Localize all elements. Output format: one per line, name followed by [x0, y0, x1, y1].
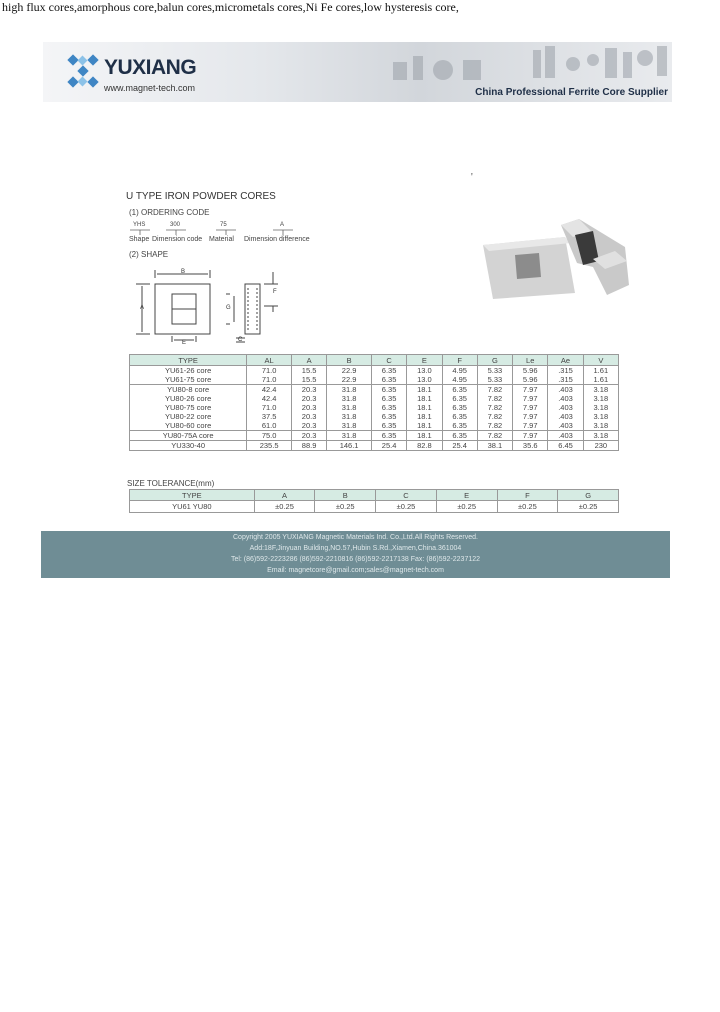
value-cell: ±0.25	[497, 501, 558, 513]
table-row	[130, 412, 619, 421]
value-cell: 25.4	[371, 441, 406, 451]
value-cell: 6.35	[442, 421, 477, 431]
value-cell: 7.82	[477, 421, 512, 431]
value-cell: 7.82	[477, 412, 512, 421]
value-cell: 3.18	[583, 421, 618, 431]
footer-copyright: Copyright 2005 YUXIANG Magnetic Materials Ind. Co.,Ltd.All Rights Reserved.	[233, 534, 478, 541]
value-cell: ±0.25	[315, 501, 376, 513]
value-cell: 20.3	[291, 403, 326, 412]
value-cell: 35.6	[513, 441, 548, 451]
type-cell: YU61 YU80	[130, 501, 255, 513]
value-cell: 6.35	[371, 431, 406, 441]
footer-email[interactable]: Email: magnetcore@gmail.com;sales@magnet-tech.com	[267, 567, 444, 574]
value-cell: 20.3	[291, 385, 326, 395]
value-cell: .403	[548, 412, 583, 421]
ordering-label-material: Material	[209, 236, 234, 243]
value-cell: 71.0	[247, 366, 292, 376]
value-cell: ±0.25	[376, 501, 437, 513]
value-cell: 71.0	[247, 403, 292, 412]
value-cell: 5.96	[513, 375, 548, 385]
column-header: B	[315, 490, 376, 501]
type-cell: YU61-75 core	[130, 375, 247, 385]
type-cell: YU80-22 core	[130, 412, 247, 421]
value-cell: 7.82	[477, 394, 512, 403]
type-cell: YU80-60 core	[130, 421, 247, 431]
column-header: F	[442, 355, 477, 366]
value-cell: 18.1	[407, 431, 442, 441]
dimension-label-c: C	[238, 337, 243, 343]
column-header: F	[497, 490, 558, 501]
type-cell: YU80-26 core	[130, 394, 247, 403]
value-cell: 7.97	[513, 385, 548, 395]
ferrite-products-photo-icon	[383, 42, 672, 86]
table-row	[130, 441, 619, 451]
dimension-label-f: F	[273, 289, 277, 295]
section-title: U TYPE IRON POWDER CORES	[126, 191, 276, 202]
value-cell: 18.1	[407, 394, 442, 403]
ordering-code-shape: YHS	[133, 222, 146, 228]
column-header: A	[291, 355, 326, 366]
value-cell: 7.97	[513, 394, 548, 403]
value-cell: 1.61	[583, 375, 618, 385]
footer-phone: Tel: (86)592-2223286 (86)592-2210816 (86)592-2217138 Fax: (86)592-2237122	[230, 556, 481, 563]
header-banner	[43, 42, 672, 102]
column-header: G	[558, 490, 619, 501]
value-cell: .403	[548, 431, 583, 441]
value-cell: 31.8	[327, 412, 372, 421]
value-cell: 5.33	[477, 375, 512, 385]
value-cell: 20.3	[291, 421, 326, 431]
dimension-label-b: B	[181, 269, 186, 275]
table-row	[130, 375, 619, 385]
table-row	[130, 366, 619, 376]
tolerance-heading: SIZE TOLERANCE(mm)	[127, 479, 215, 488]
ordering-label-shape: Shape	[129, 236, 150, 243]
type-cell: YU80-75A core	[130, 431, 247, 441]
value-cell: 6.35	[442, 412, 477, 421]
column-header: Le	[513, 355, 548, 366]
value-cell: .403	[548, 394, 583, 403]
value-cell: 6.35	[442, 403, 477, 412]
column-header: G	[477, 355, 512, 366]
column-header: TYPE	[130, 355, 247, 366]
value-cell: ±0.25	[558, 501, 619, 513]
value-cell: 6.35	[371, 412, 406, 421]
value-cell: 18.1	[407, 403, 442, 412]
stray-mark: '	[471, 172, 473, 183]
value-cell: 42.4	[247, 394, 292, 403]
type-cell: YU80-8 core	[130, 385, 247, 395]
value-cell: 82.8	[407, 441, 442, 451]
value-cell: 13.0	[407, 375, 442, 385]
value-cell: 7.97	[513, 403, 548, 412]
dimension-label-a: A	[140, 305, 145, 311]
column-header: E	[407, 355, 442, 366]
value-cell: 13.0	[407, 366, 442, 376]
value-cell: 5.96	[513, 366, 548, 376]
ordering-code-difference: A	[280, 222, 285, 228]
value-cell: 31.8	[327, 385, 372, 395]
ordering-code-dimension: 300	[170, 222, 181, 228]
value-cell: .315	[548, 366, 583, 376]
value-cell: .403	[548, 421, 583, 431]
column-header: C	[371, 355, 406, 366]
top-keywords-line: high flux cores,amorphous core,balun cores,micrometals cores,Ni Fe cores,low hysteresis core,	[2, 0, 459, 14]
value-cell: 31.8	[327, 431, 372, 441]
value-cell: .403	[548, 403, 583, 412]
value-cell: 5.33	[477, 366, 512, 376]
value-cell: 6.35	[371, 375, 406, 385]
value-cell: 4.95	[442, 375, 477, 385]
value-cell: 15.5	[291, 375, 326, 385]
value-cell: 6.35	[442, 394, 477, 403]
value-cell: 6.35	[442, 431, 477, 441]
value-cell: 88.9	[291, 441, 326, 451]
value-cell: 7.82	[477, 385, 512, 395]
value-cell: 7.97	[513, 412, 548, 421]
column-header: E	[436, 490, 497, 501]
table-row	[130, 431, 619, 441]
footer-address: Add:18F,Jinyuan Building,NO.57,Hubin S.Rd.,Xiamen,China.361004	[249, 545, 462, 552]
value-cell: 4.95	[442, 366, 477, 376]
value-cell: 6.35	[442, 385, 477, 395]
brand-name: YUXIANG	[104, 56, 197, 79]
value-cell: .315	[548, 375, 583, 385]
value-cell: 20.3	[291, 394, 326, 403]
footer	[41, 531, 670, 578]
ordering-code-material: 75	[220, 222, 227, 228]
value-cell: 6.35	[371, 421, 406, 431]
value-cell: 7.97	[513, 431, 548, 441]
value-cell: 235.5	[247, 441, 292, 451]
value-cell: 25.4	[442, 441, 477, 451]
value-cell: 3.18	[583, 394, 618, 403]
value-cell: 31.8	[327, 403, 372, 412]
value-cell: .403	[548, 385, 583, 395]
value-cell: 3.18	[583, 431, 618, 441]
value-cell: 18.1	[407, 412, 442, 421]
table-row	[130, 394, 619, 403]
value-cell: 22.9	[327, 375, 372, 385]
column-header: B	[327, 355, 372, 366]
value-cell: ±0.25	[254, 501, 315, 513]
column-header: AL	[247, 355, 292, 366]
shape-heading: (2) SHAPE	[129, 250, 169, 259]
value-cell: 3.18	[583, 403, 618, 412]
value-cell: 6.45	[548, 441, 583, 451]
u-core-product-photo	[475, 215, 635, 305]
website-link[interactable]: www.magnet-tech.com	[104, 83, 196, 93]
value-cell: 15.5	[291, 366, 326, 376]
column-header: Ae	[548, 355, 583, 366]
table-row	[130, 403, 619, 412]
value-cell: 3.18	[583, 385, 618, 395]
u-core-dimension-drawing	[128, 262, 288, 354]
value-cell: 75.0	[247, 431, 292, 441]
ordering-code-heading: (1) ORDERING CODE	[129, 208, 210, 217]
value-cell: 6.35	[371, 385, 406, 395]
value-cell: 61.0	[247, 421, 292, 431]
value-cell: 18.1	[407, 385, 442, 395]
column-header: TYPE	[130, 490, 255, 501]
column-header: V	[583, 355, 618, 366]
value-cell: 31.8	[327, 421, 372, 431]
value-cell: 31.8	[327, 394, 372, 403]
value-cell: 20.3	[291, 431, 326, 441]
column-header: C	[376, 490, 437, 501]
value-cell: 6.35	[371, 403, 406, 412]
table-row	[130, 385, 619, 395]
ordering-label-difference: Dimension difference	[244, 236, 310, 243]
value-cell: 20.3	[291, 412, 326, 421]
value-cell: 18.1	[407, 421, 442, 431]
tolerance-table	[129, 489, 619, 513]
value-cell: 146.1	[327, 441, 372, 451]
type-cell: YU80-75 core	[130, 403, 247, 412]
yuxiang-logo-icon	[67, 54, 99, 88]
type-cell: YU61-26 core	[130, 366, 247, 376]
dimension-label-e: E	[182, 340, 187, 346]
value-cell: 7.97	[513, 421, 548, 431]
ordering-label-dimension: Dimension code	[152, 236, 203, 243]
value-cell: 22.9	[327, 366, 372, 376]
value-cell: 7.82	[477, 431, 512, 441]
value-cell: 6.35	[371, 366, 406, 376]
value-cell: 230	[583, 441, 618, 451]
value-cell: 38.1	[477, 441, 512, 451]
value-cell: 1.61	[583, 366, 618, 376]
value-cell: 6.35	[371, 394, 406, 403]
value-cell: 71.0	[247, 375, 292, 385]
banner-slogan: China Professional Ferrite Core Supplier	[475, 87, 668, 98]
value-cell: 42.4	[247, 385, 292, 395]
value-cell: ±0.25	[436, 501, 497, 513]
ordering-code-brackets	[128, 228, 318, 236]
value-cell: 37.5	[247, 412, 292, 421]
table-row	[130, 501, 619, 513]
spec-table	[129, 354, 619, 451]
column-header: A	[254, 490, 315, 501]
value-cell: 7.82	[477, 403, 512, 412]
type-cell: YU330-40	[130, 441, 247, 451]
table-row	[130, 421, 619, 431]
value-cell: 3.18	[583, 412, 618, 421]
dimension-label-g: G	[226, 305, 231, 311]
